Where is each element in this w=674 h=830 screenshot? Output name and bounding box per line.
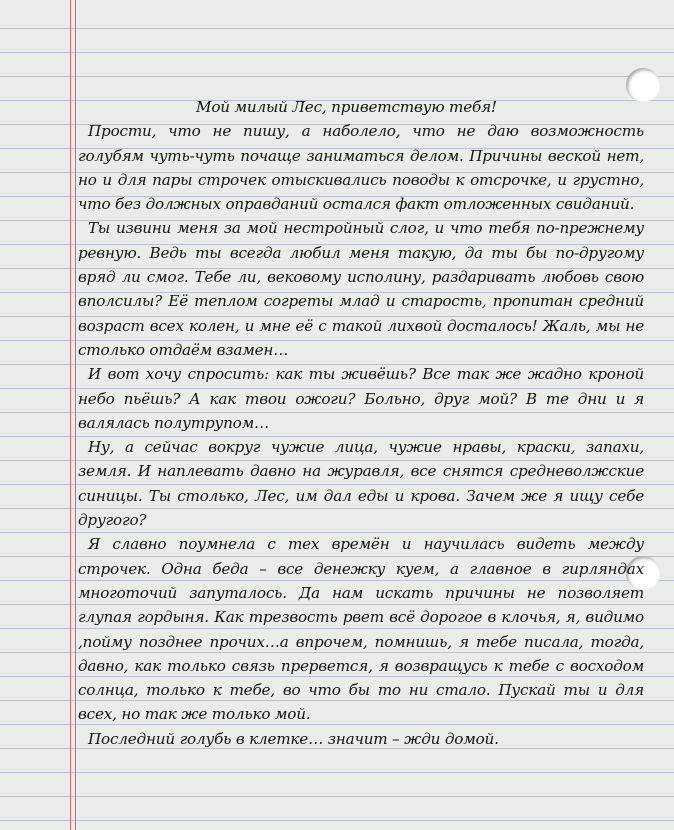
- letter-paragraph-2: Ты извини меня за мой нестройный слог, и что тебя по-прежнему ревную. Ведь ты всегда любил меня такую, да ты бы по-другому вряд ли смог. Тебе ли, вековому исполину, раздаривать любовь свою вполсилы? Её теплом согреты млад и старость, пропитан средний возраст всех колен, и мне её с такой лихвой досталось! Жаль, мы не столько отдаём взамен…: [78, 219, 644, 359]
- margin-line-left: [70, 0, 71, 830]
- letter-greeting: Мой милый Лес, приветствую тебя!: [196, 98, 497, 116]
- letter-paragraph-5: Я славно поумнела с тех времён и научилась видеть между строчек. Одна беда – все денежку куем, а главное в гирляндах многоточий запуталось. Да нам искать причины не позволяет глупая гордыня. Как трезвость рвет всё дорогое в клочья, я, видимо ,пойму позднее прочих…а впрочем, помнишь, я тебе писала, тогда, давно, как только связь прервется, я возвращусь к тебе с восходом солнца, только к тебе, во что бы то ни стало. Пускай ты и для всех, но так же только мой.: [78, 535, 644, 724]
- letter-paragraph-3: И вот хочу спросить: как ты живёшь? Все так же жадно кроной небо пьёшь? А как твои ожоги? Больно, друг мой? В те дни и я валялась полутрупом…: [78, 365, 644, 432]
- letter-paragraph-1: Прости, что не пишу, а наболело, что не даю возможность голубям чуть-чуть почаще заниматься делом. Причины веской нет, но и для пары строчек отыскивались поводы к отсрочке, и грустно, что без должных оправданий остался факт отложенных свиданий.: [78, 122, 644, 214]
- letter-body: [78, 95, 644, 751]
- margin-line-right: [75, 0, 76, 830]
- letter-paragraph-4: Ну, а сейчас вокруг чужие лица, чужие нравы, краски, запахи, земля. И наплевать давно на журавля, все снятся средневолжские синицы. Ты столько, Лес, им дал еды и крова. Зачем же я ищу себе другого?: [78, 438, 644, 530]
- letter-paragraph-6: Последний голубь в клетке… значит – жди домой.: [88, 729, 499, 748]
